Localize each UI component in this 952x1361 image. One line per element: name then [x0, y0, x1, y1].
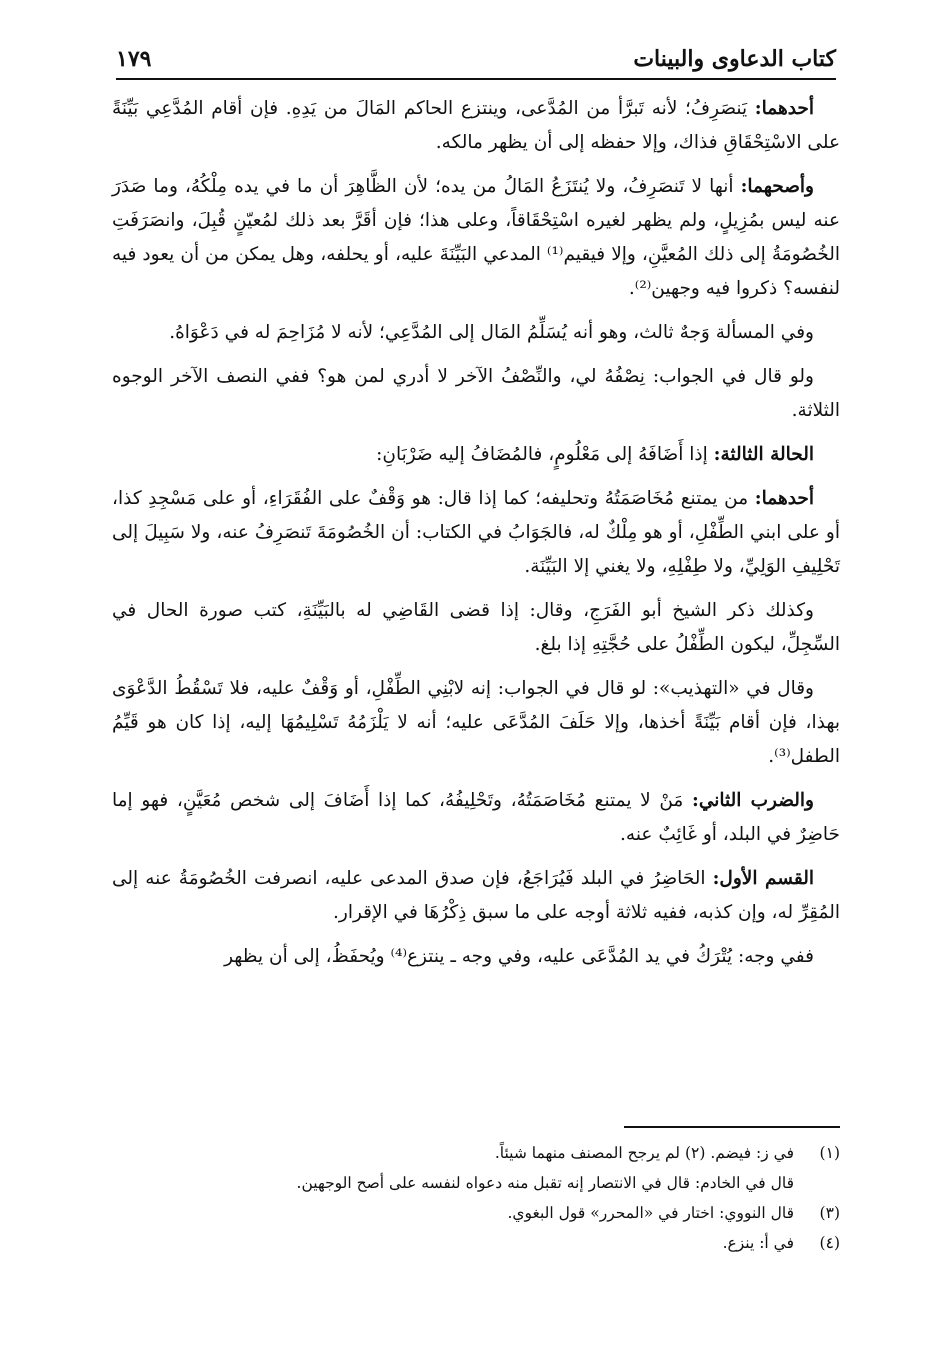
paragraph — [112, 784, 840, 852]
footnote-number: (١) — [819, 1144, 840, 1162]
paragraph — [112, 594, 840, 662]
running-header — [116, 38, 836, 80]
paragraph-text: من يمتنع مُخَاصَمَتُهُ وتحليفه؛ كما إذا قال: هو وَقْفٌ على الفُقَرَاءِ، أو على مَسْجِدِ كذا، أو على ابني الطِّفْلِ، أو هو مِلْكٌ له، فالجَوَابُ في الكتاب: أن الخُصُومَةَ تَنصَرِفُ عنه، ولا سَبِيلَ إلى تَحْلِيفِ الوَلِيِّ، ولا طِفْلِهِ، ولا يغني إلا البَيِّنَة. — [112, 488, 840, 577]
paragraph-lead: وأصحهما: — [740, 176, 814, 197]
paragraph-text: ولو قال في الجواب: نِصْفُهُ لي، والنِّصْفُ الآخر لا أدري لمن هو؟ ففي النصف الآخر الوجوه الثلاثة. — [112, 366, 840, 421]
paragraph-text: ففي وجه: يُتْرَكُ في يد المُدَّعَى عليه، وفي وجه ـ ينتزع⁽⁴⁾ ويُحفَظُ، إلى أن يظهر — [224, 946, 814, 967]
footnote — [200, 1168, 840, 1198]
paragraph-lead: القسم الأول: — [712, 868, 814, 889]
footnote-body — [200, 1138, 794, 1168]
book-title: كتاب الدعاوى والبينات — [633, 46, 836, 72]
paragraph-text: يَنصَرِفُ؛ لأنه تَبرَّأ من المُدَّعى، وينتزع الحاكم المَالَ من يَدِهِ. فإن أقام المُدَّعِي بَيِّنَةً على الاسْتِحْقَاقِ فذاك، وإلا حفظه إلى أن يظهر مالكه. — [112, 98, 840, 153]
paragraph-text: وفي المسألة وَجهٌ ثالث، وهو أنه يُسَلِّمُ المَال إلى المُدَّعِي؛ لأنه لا مُزَاحِمَ له في دَعْوَاهُ. — [169, 322, 814, 343]
footnote-number: (٤) — [819, 1234, 840, 1252]
paragraph — [112, 92, 840, 160]
paragraph-text: وكذلك ذكر الشيخ أبو الفَرَجِ، وقال: إذا قضى القَاضِي له بالبَيِّنَةِ، كتب صورة الحال في السِّجِلِّ، ليكون الطِّفْلُ على حُجَّتِهِ إذا بلغ. — [112, 600, 840, 655]
paragraph-text: مَنْ لا يمتنع مُخَاصَمَتُهُ، وتَحْلِيفُهُ، كما إذا أَضَافَ إلى شخص مُعَيَّنٍ، فهو إما حَاضِرٌ في البلد، أو غَائِبٌ عنه. — [112, 790, 840, 845]
paragraph — [112, 170, 840, 306]
page-number: ١٧٩ — [116, 46, 152, 72]
paragraph — [112, 438, 840, 472]
paragraph-lead: أحدهما: — [754, 488, 814, 509]
paragraph-lead: أحدهما: — [754, 98, 814, 119]
paragraph — [112, 482, 840, 584]
footnote-inline — [495, 1138, 706, 1168]
paragraph — [112, 672, 840, 774]
main-text — [112, 92, 840, 984]
paragraph-text: الحَاضِرُ في البلد فَيُرَاجَعُ، فإن صدق المدعى عليه، انصرفت الخُصُومَةُ عنه إلى المُقِرِّ له، وإن كذبه، ففيه ثلاثة أوجه على ما سبق ذِكْرُهَا في الإقرار. — [112, 868, 840, 923]
footnote-text: في ز: فيضم. — [710, 1144, 794, 1162]
footnote-number — [794, 1168, 840, 1198]
footnote — [200, 1138, 840, 1168]
footnote-divider — [624, 1126, 840, 1128]
paragraph-lead: والضرب الثاني: — [692, 790, 814, 811]
paragraph-lead: الحالة الثالثة: — [713, 444, 814, 465]
footnote-inline-number: (٢) — [684, 1144, 706, 1162]
footnote-text: في أ: ينزع. — [722, 1234, 794, 1252]
footnote — [200, 1228, 840, 1258]
paragraph — [112, 316, 840, 350]
footnote — [200, 1198, 840, 1228]
paragraph — [112, 940, 840, 974]
footnote-text: قال النووي: اختار في «المحرر» قول البغوي. — [507, 1204, 794, 1222]
paragraph — [112, 862, 840, 930]
footnote-number: (٣) — [819, 1204, 840, 1222]
paragraph-text: وقال في «التهذيب»: لو قال في الجواب: إنه لابْنِي الطِّفْلِ، أو وَقْفٌ عليه، فلا تَسْقُطُ الدَّعْوَى بهذا، فإن أقام بَيِّنَةً أخذها، وإلا حَلَفَ المُدَّعَى عليه؛ أنه لا يَلْزَمُهُ تَسْلِيمُهَا إليه، إذا كان هو قَيِّمُ الطفل⁽³⁾. — [112, 678, 840, 767]
paragraph-text: إذا أَضَافَهُ إلى مَعْلُومٍ، فالمُضَافُ إليه ضَرْبَانِ: — [376, 444, 714, 465]
footnotes — [200, 1138, 840, 1258]
footnote-text: قال في الخادم: قال في الانتصار إنه تقبل منه دعواه لنفسه على أصح الوجهين. — [296, 1174, 794, 1192]
paragraph — [112, 360, 840, 428]
footnote-inline-text: لم يرجح المصنف منهما شيئاً. — [494, 1144, 680, 1162]
paragraph-text: أنها لا تَنصَرِفُ، ولا يُنتَزَعُ المَالُ من يده؛ لأن الظَّاهِرَ أن ما في يده مِلْكُهُ، وما صَدَرَ عنه ليس بمُزِيلٍ، ولم يظهر لغيره اسْتِحْقَاقاً، وعلى هذا؛ فإن أقَرَّ بعد ذلك لمُعيّنٍ قُبِلَ، وانصَرَفَتِ الخُصُومَةُ إلى ذلك المُعيَّنِ، وإلا فيقيم⁽¹⁾ المدعي البَيِّنَةَ عليه، أو يحلفه، وهل يمكن من أن يعود فيه لنفسه؟ ذكروا فيه وجهين⁽²⁾. — [112, 176, 841, 299]
